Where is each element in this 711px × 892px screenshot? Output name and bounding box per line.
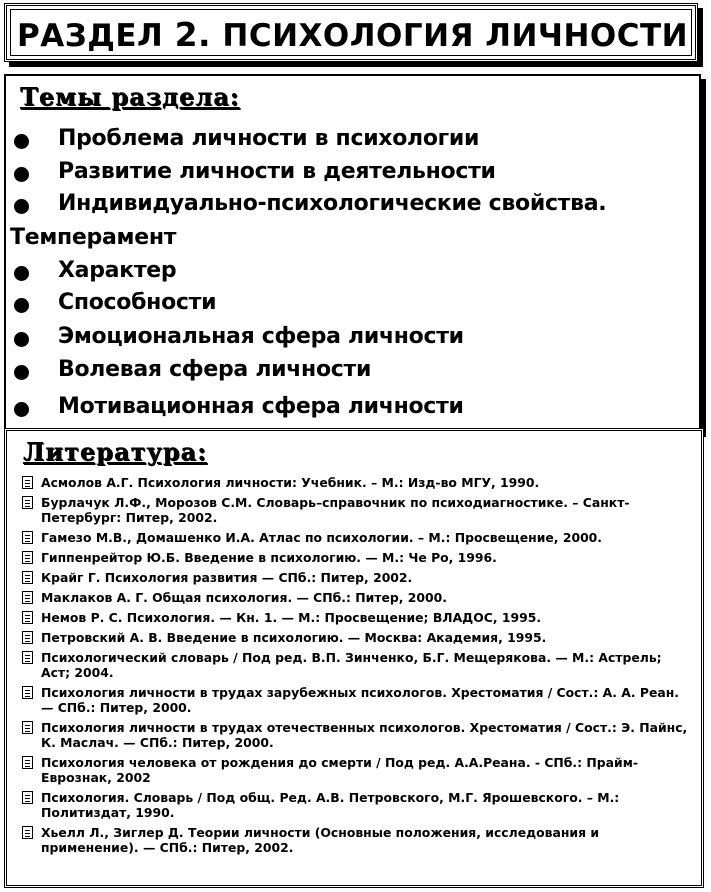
document-icon (22, 531, 33, 544)
topic-item: Индивидуально-психологические свойства. (58, 191, 607, 216)
reference-text: Хьелл Л., Зиглер Д. Теории личности (Основные положения, исследования и применение). — СПб.: Питер, 2002. (41, 825, 600, 855)
section-name: ПСИХОЛОГИЯ ЛИЧНОСТИ (222, 18, 689, 54)
reference-item (20, 610, 694, 625)
reference-text: Психологический словарь / Под ред. В.П. Зинченко, Б.Г. Мещерякова. — М.: Астрель; Аст; 2004. (41, 650, 662, 680)
reference-item (20, 825, 694, 855)
topic-item: Характер (58, 258, 177, 283)
literature-heading: Литература: (23, 437, 207, 466)
reference-item (20, 630, 694, 645)
reference-text: Гиппенрейтор Ю.Б. Введение в психологию. — М.: Че Ро, 1996. (41, 550, 497, 565)
topic-item: Эмоциональная сфера личности (58, 324, 464, 349)
reference-text: Психология личности в трудах отечественных психологов. Хрестоматия / Сост.: Э. Пайнс, К. Маслач. — СПб.: Питер, 2000. (41, 720, 688, 750)
document-icon (22, 686, 33, 699)
reference-text: Психология личности в трудах зарубежных психологов. Хрестоматия / Сост.: А. А. Реан. — СПб.: Питер, 2000. (41, 685, 679, 715)
reference-item (20, 720, 694, 750)
document-icon (22, 551, 33, 564)
reference-text: Крайг Г. Психология развития — СПб.: Питер, 2002. (41, 570, 413, 585)
reference-item (20, 755, 694, 785)
document-icon (22, 826, 33, 839)
reference-list (20, 475, 694, 860)
reference-text: Психология человека от рождения до смерти / Под ред. А.А.Реана. - СПб.: Прайм-Еврознак, 2002 (41, 755, 638, 785)
reference-text: Асмолов А.Г. Психология личности: Учебник. – М.: Изд-во МГУ, 1990. (41, 475, 540, 490)
literature-box (4, 428, 704, 888)
reference-text: Маклаков А. Г. Общая психология. — СПб.: Питер, 2000. (41, 590, 447, 605)
bullet-icon (14, 167, 29, 182)
bullet-icon (14, 266, 29, 281)
bullet-icon (14, 298, 29, 313)
bullet-icon (14, 365, 29, 380)
bullet-icon (14, 402, 29, 417)
document-icon (22, 571, 33, 584)
document-icon (22, 651, 33, 664)
reference-item (20, 590, 694, 605)
reference-item (20, 475, 694, 490)
topics-heading: Темы раздела: (20, 82, 240, 111)
topic-item: Мотивационная сфера личности (58, 394, 464, 419)
document-icon (22, 611, 33, 624)
topic-item: Развитие личности в деятельности (58, 159, 496, 184)
section-prefix: РАЗДЕЛ (17, 18, 164, 54)
reference-item (20, 650, 694, 680)
reference-item (20, 530, 694, 545)
document-icon (22, 476, 33, 489)
topic-item: Способности (58, 290, 217, 315)
reference-item (20, 570, 694, 585)
document-icon (22, 756, 33, 769)
reference-item (20, 685, 694, 715)
bullet-icon (14, 199, 29, 214)
reference-text: Бурлачук Л.Ф., Морозов С.М. Словарь–справочник по психодиагностике. – Санкт-Петербург: Питер, 2002. (41, 495, 630, 525)
section-title (17, 15, 688, 54)
reference-item (20, 495, 694, 525)
section-header (4, 3, 698, 62)
bullet-icon (14, 332, 29, 347)
reference-text: Немов Р. С. Психология. — Кн. 1. — М.: Просвещение; ВЛАДОС, 1995. (41, 610, 542, 625)
topics-box (4, 74, 701, 432)
reference-item (20, 550, 694, 565)
section-number: 2. (174, 15, 212, 54)
document-icon (22, 496, 33, 509)
reference-text: Петровский А. В. Введение в психологию. — Москва: Академия, 1995. (41, 630, 547, 645)
topic-item: Волевая сфера личности (58, 357, 372, 382)
document-icon (22, 791, 33, 804)
document-icon (22, 631, 33, 644)
document-icon (22, 591, 33, 604)
reference-text: Гамезо М.В., Домашенко И.А. Атлас по психологии. – М.: Просвещение, 2000. (41, 530, 603, 545)
topic-item: Проблема личности в психологии (58, 126, 480, 151)
reference-item (20, 790, 694, 820)
bullet-icon (14, 134, 29, 149)
reference-text: Психология. Словарь / Под общ. Ред. А.В. Петровского, М.Г. Ярошевского. – М.: Политиздат, 1990. (41, 790, 620, 820)
topic-item-continuation: Темперамент (10, 225, 177, 250)
document-icon (22, 721, 33, 734)
